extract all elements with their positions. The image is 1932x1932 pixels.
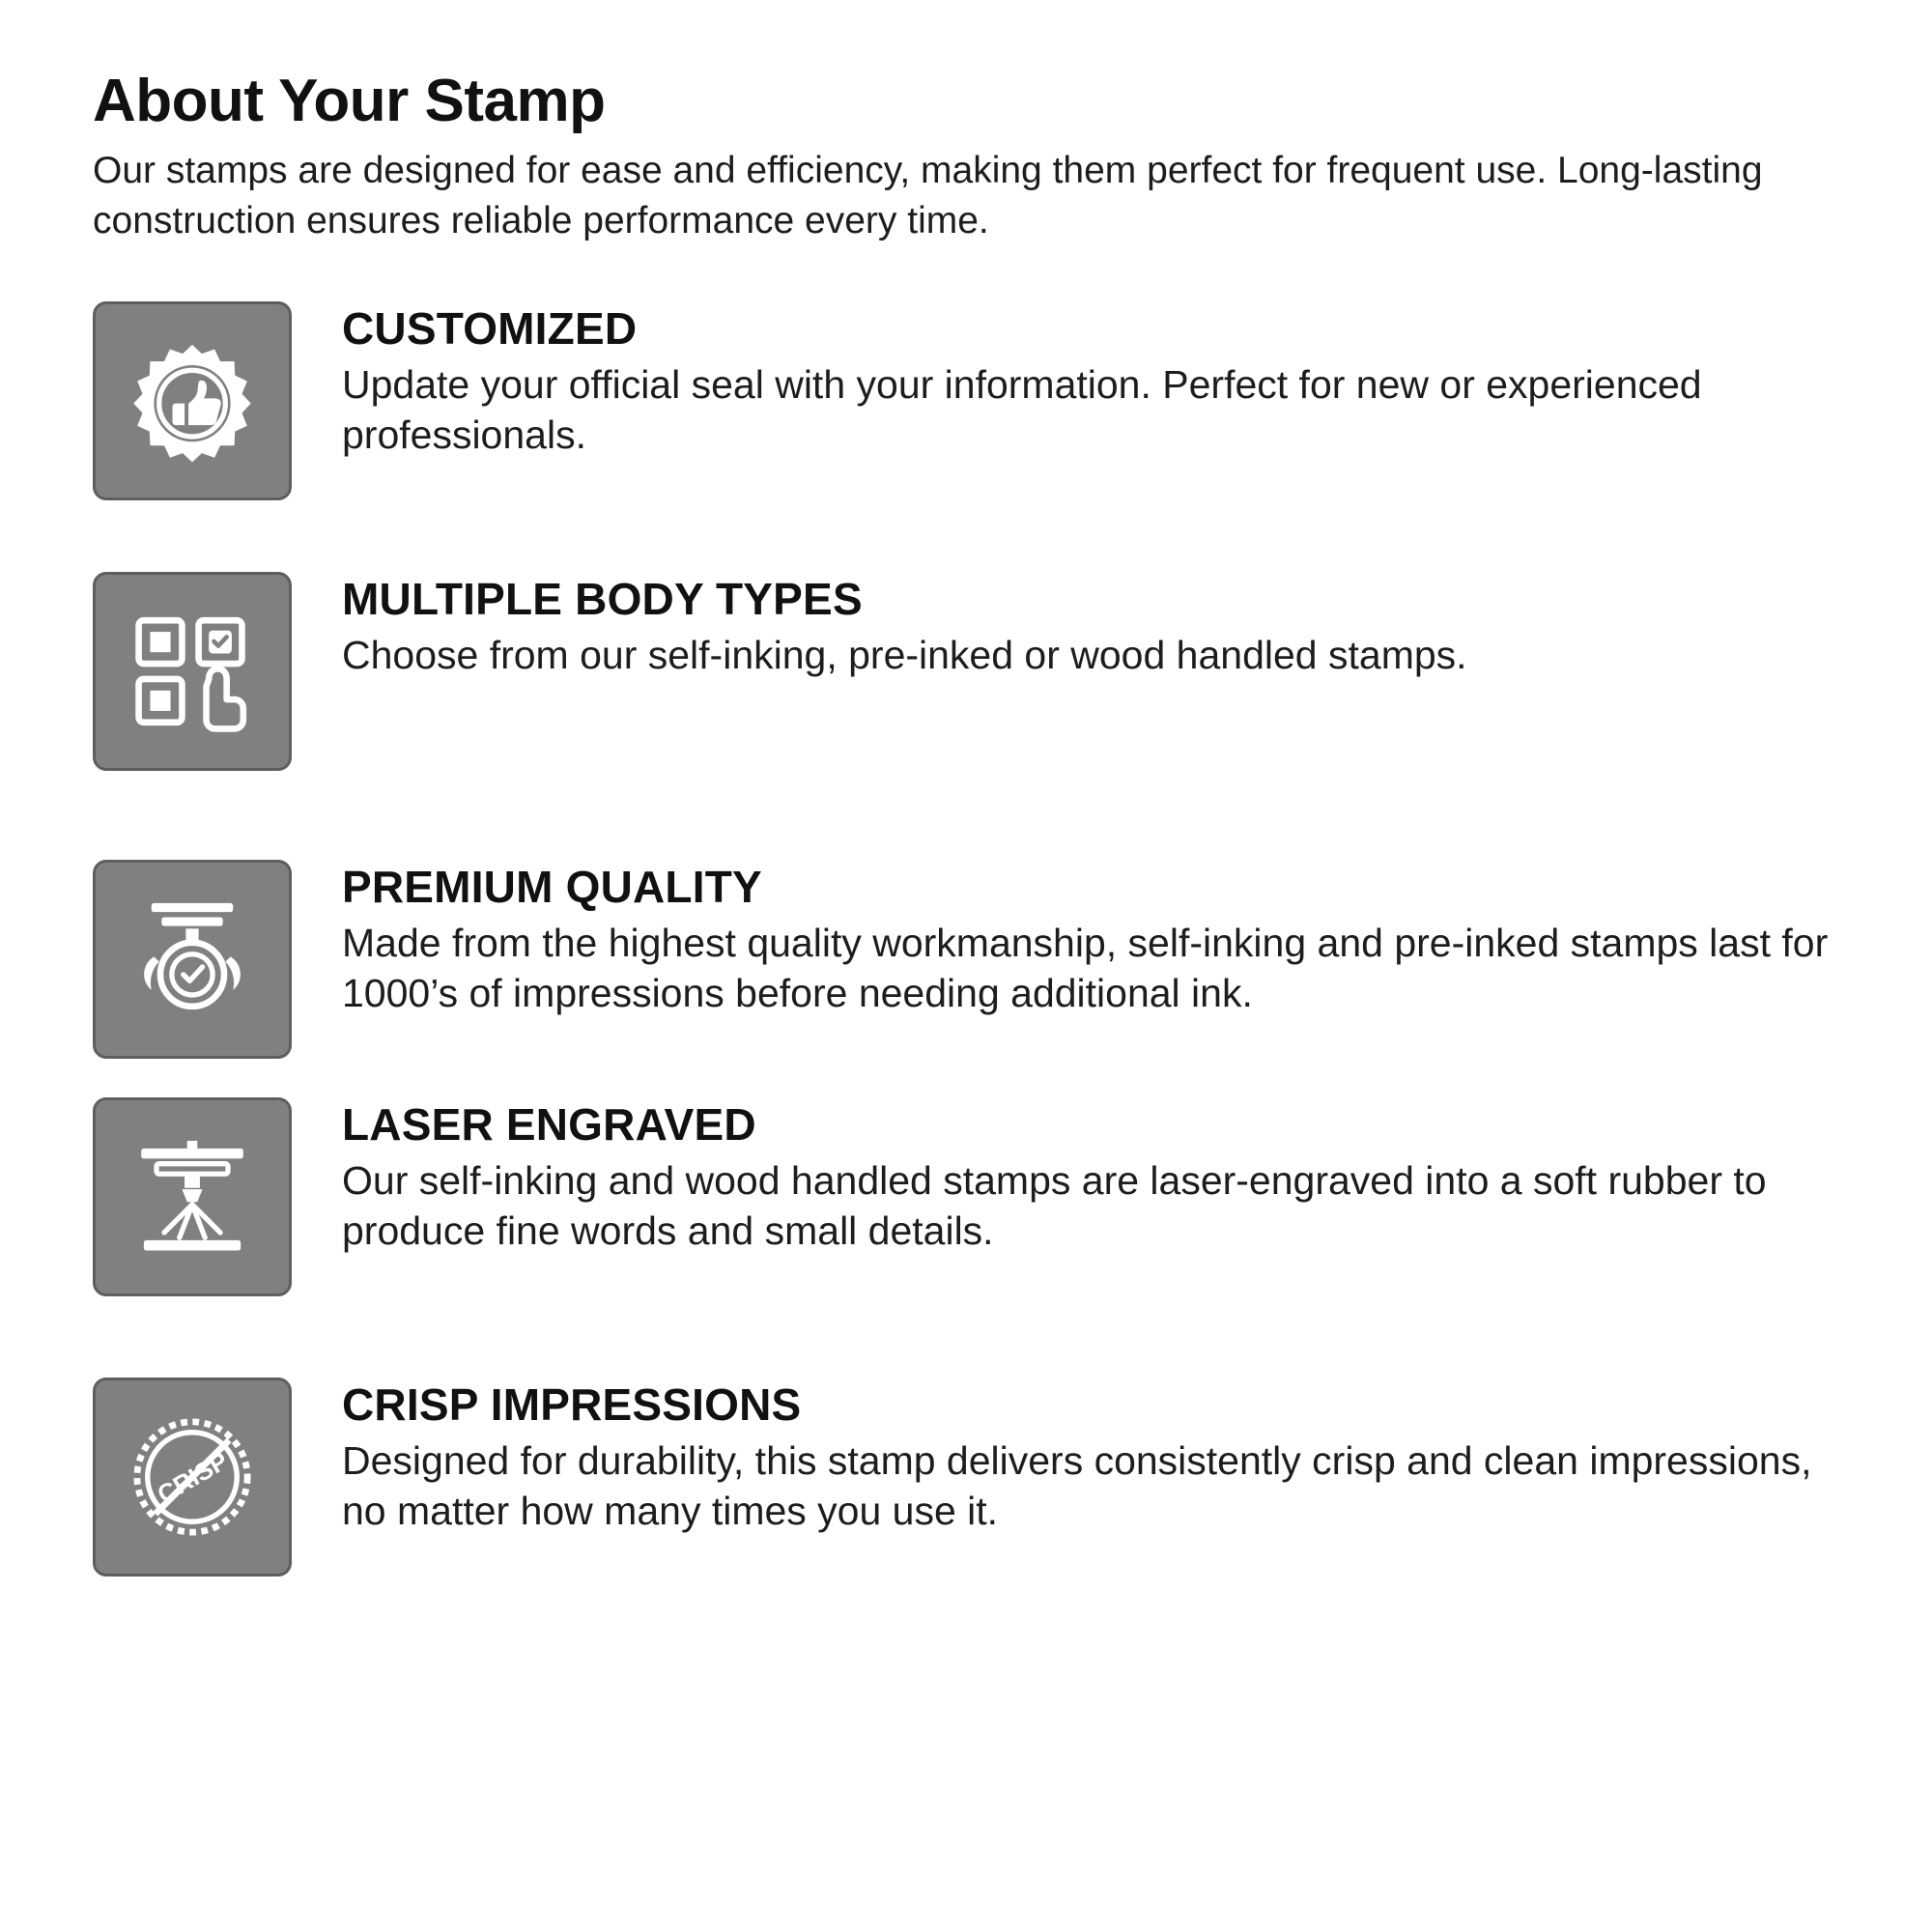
feature-description: Our self-inking and wood handled stamps are laser-engraved into a soft rubber to produce fine words and small details.: [342, 1157, 1767, 1254]
svg-text:CRISP: CRISP: [153, 1447, 233, 1510]
laser-engraver-icon: [128, 1133, 256, 1261]
page-title: About Your Stamp: [93, 68, 606, 134]
feature-icon-box: [93, 860, 292, 1059]
crisp-stamp-seal-icon: [127, 1411, 258, 1543]
intro-paragraph: Our stamps are designed for ease and efficiency, making them perfect for frequent use. Long-lasting construction ensures reliable performance every time.: [93, 150, 1763, 242]
feature-text: [342, 301, 1839, 461]
list-item: [93, 1097, 1839, 1296]
body-types-selection-icon: [128, 608, 256, 735]
feature-list: [93, 296, 1839, 1577]
feature-text: [342, 1378, 1839, 1537]
feature-title: CUSTOMIZED: [342, 303, 638, 355]
feature-text: [342, 572, 1467, 680]
gear-thumbs-up-icon: [128, 337, 256, 465]
list-item: [93, 572, 1839, 771]
feature-text: [342, 860, 1839, 1019]
feature-icon-box: [93, 572, 292, 771]
feature-description: Made from the highest quality workmanship, self-inking and pre-inked stamps last for 1000’s of impressions before needing additional ink.: [342, 920, 1829, 1016]
feature-title: LASER ENGRAVED: [342, 1099, 756, 1151]
feature-title: PREMIUM QUALITY: [342, 862, 762, 913]
feature-icon-box: [93, 1097, 292, 1296]
feature-title: MULTIPLE BODY TYPES: [342, 574, 863, 625]
feature-icon-box: [93, 301, 292, 500]
feature-icon-box: [93, 1378, 292, 1577]
feature-description: Update your official seal with your information. Perfect for new or experienced professionals.: [342, 361, 1702, 458]
feature-description: Choose from our self-inking, pre-inked or wood handled stamps.: [342, 632, 1467, 677]
list-item: [93, 1378, 1839, 1577]
feature-title: CRISP IMPRESSIONS: [342, 1379, 802, 1431]
list-item: [93, 860, 1839, 1059]
feature-description: Designed for durability, this stamp delivers consistently crisp and clean impressions, no matter how many times you use it.: [342, 1437, 1812, 1534]
list-item: [93, 301, 1839, 500]
feature-text: [342, 1097, 1839, 1257]
quality-award-badge-icon: [128, 895, 256, 1023]
